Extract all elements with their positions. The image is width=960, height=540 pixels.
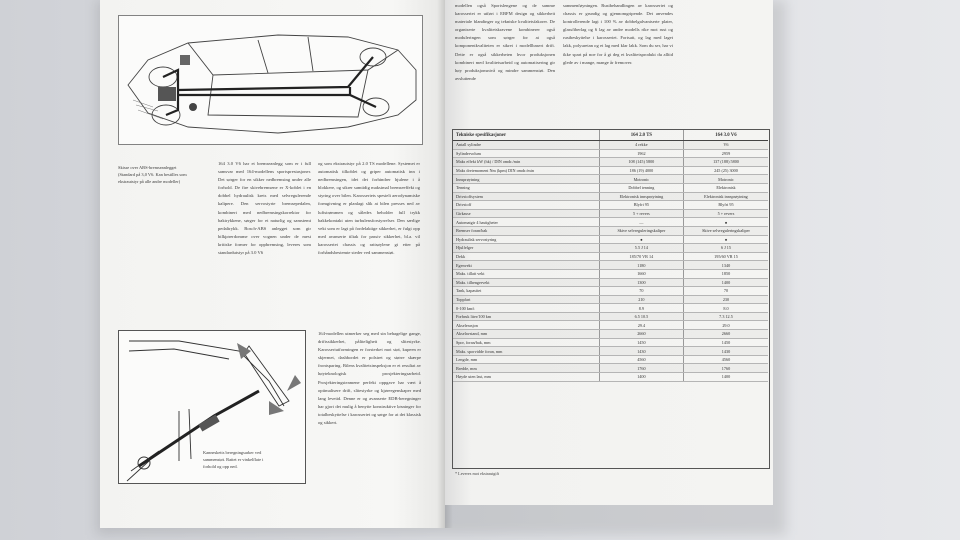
spec-row xyxy=(453,201,768,210)
spec-row-label: 0-100 km/t xyxy=(453,304,599,313)
spec-row-label: Maks. tilhengervekt xyxy=(453,278,599,287)
spec-column-2: 164 3.0 V6 xyxy=(683,130,768,141)
spec-row-value-1: 5 + revers xyxy=(599,209,683,218)
spec-row-label: Drivstoffsystem xyxy=(453,192,599,201)
spec-row xyxy=(453,149,768,158)
spec-row xyxy=(453,166,768,175)
spec-row xyxy=(453,373,768,382)
left-column-a: 164 3.0 V6 har et bremseanlegg som er i full samsvar med 164-modellens sportsprestasjoner. Det sørger for en sikker nedbremsing under alle forhold. De fire skivebremsene er X-koblet i en dobbel hydraulisk krets med selvregulerende kalipere. Den servostyrte bremsepedalen, kombinert med nedbremsingskorrektor for baktrykkene, sørger for et naturlig og samstemt pedaltrykk. Bosch-ABS anlegget som gir bilkjørerdomme over vognen under de mest kritiske former for oppbremsing, leveres som standardutstyr på 3.0 V6 xyxy=(218,161,311,256)
spec-row xyxy=(453,141,768,150)
spec-row-value-2: 2660 xyxy=(683,330,768,339)
spec-row-value-1: — xyxy=(599,218,683,227)
spec-row-value-2: 1760 xyxy=(683,364,768,373)
spec-row-label: Høyde uten last, mm xyxy=(453,373,599,382)
spec-row-label: Girkasse xyxy=(453,209,599,218)
spec-row xyxy=(453,175,768,184)
spec-row-value-2: 230 xyxy=(683,295,768,304)
spec-row-value-1: Motronic xyxy=(599,175,683,184)
spec-row-label: Automatgir 4 hastigheter xyxy=(453,218,599,227)
spec-row-value-2: Motronic xyxy=(683,175,768,184)
spec-row-value-2: 29.0 xyxy=(683,321,768,330)
spec-row xyxy=(453,226,768,235)
right-column-a: modellen også Sportslengene og de samme karosseriet er utført i EBFM design og sikkerheit materiale blandinger og tekniske kvalitetsfakorer. De organiserte kvalitetskravene kombinerer også moduleringen som sørger for at også komponentkvaliteten er sikret i modellbasert drift. Dette er også sikkerheten hvor produksjonen kombinert med kvalitetsarbeid og automatisering gir høy produksjonsnivå og mindre sammenstøt. Den avsluttende xyxy=(455,3,555,81)
spec-header-row xyxy=(453,130,768,141)
spec-row-value-2: 1450 xyxy=(683,338,768,347)
spec-row-value-1: 5.5 J 14 xyxy=(599,244,683,253)
spec-row-value-1: 185/70 VR 14 xyxy=(599,252,683,261)
spec-row-value-1: 6.5 10.5 xyxy=(599,312,683,321)
spec-row xyxy=(453,278,768,287)
spec-row-value-2: 1430 xyxy=(683,347,768,356)
left-column-c: 164-modellen utmerker seg med sin behagelige gange, driftssikkerhet, påliteligheit og slitestyrke. Karosseriutformingen er forsterket mot støt, kupeen er skjermet, dashbordet er polstret og større skærpe frontsparing. Bilens kvalitetsinspeksjon er et resultat av høyteknologisk prosjekteringsarbeid. Prosjekteringsteamene perfekt oppgave har vært å optimalisere drift, slitestyrke og kjøreegenskaper med lang levetid. Denne er og avanserte EDB-beregninger har gjort det mulig å benytte konstruktive løsninger for totalbeskyttelse i karosseriet og sørge for at det klassisk og sikkert. xyxy=(318,331,421,426)
spec-row xyxy=(453,252,768,261)
spec-row-label: Hjulfelger xyxy=(453,244,599,253)
spec-row-label: Bredde, mm xyxy=(453,364,599,373)
spec-row-value-1: 2660 xyxy=(599,330,683,339)
spec-row xyxy=(453,209,768,218)
spec-row-value-2: ● xyxy=(683,218,768,227)
spec-row-value-2: Elektronisk innsprøytning xyxy=(683,192,768,201)
spec-row-label: Maks dreiemoment Nm (kpm) DIN omdr./min xyxy=(453,166,599,175)
spec-row-value-1: 8.9 xyxy=(599,304,683,313)
spec-row-value-1: 4 rekke xyxy=(599,141,683,150)
spec-row-value-2: 6 J 15 xyxy=(683,244,768,253)
spec-row-label: Drivstoff xyxy=(453,201,599,210)
spec-row-value-1: 1400 xyxy=(599,373,683,382)
spec-row xyxy=(453,261,768,270)
spec-row-value-2: ● xyxy=(683,235,768,244)
right-column-b: sammenføyningen. Rustbehandlingen av karosseriet og chassis er grundig og gjennomgripende. Det anvendes kontrollerende lagt i 100 % av dobbelgalvaniserte plater, glassfiberlag og 6 lag av andre modells rike mot rust og rustbeskyttelse i karosseriet. Fortsatt, og lag med laget lakk, polyuretan og et lag med klar lakk. Som du ser, har vi ikke spart på noe for å gi deg et kvalitetsprodukt du alltid glede av i mange, mange år fremover. xyxy=(563,3,673,65)
spec-row-label: Innsprøytning xyxy=(453,175,599,184)
spec-row-label: Dekk xyxy=(453,252,599,261)
spec-row-label: Maks effekt kW (hk) / DIN omdr./min xyxy=(453,158,599,167)
spec-row-value-1: 108 (145) 5800 xyxy=(599,158,683,167)
spec-row-label: Sylindervolum xyxy=(453,149,599,158)
spec-row-label: Tenning xyxy=(453,183,599,192)
spec-row-value-1: 1430 xyxy=(599,347,683,356)
spec-row xyxy=(453,192,768,201)
left-column-b: og som ekstrautstyr på 2.0 TS modellene. Systemet er automatisk tilkoblet og griper automatisk inn i nedbremsingen, idet det forhindrer hjulene i å blokkere, og sikrer samtidig maksimal bremseeffekt og styring over bilen. Karosseriets spesielt aerodynamiske formgivning er planlagt slik at bilen presses ned av luftstrømmen og således beholder full trykk bakkekontakt uten turbulensforstyrrelser. Den særlige vekt som er lagt på fordelaktige sikkerhet, er fulgt opp med avanserte tiltak for passiv sikkerhet, bl.a. vil karosseriet chassis og rattsøylene gi etter på forhåndsbestemte steder ved sammenstøt. xyxy=(318,161,420,256)
spec-row-label: Hydraulisk servostyring xyxy=(453,235,599,244)
spec-table xyxy=(453,130,768,382)
spec-row xyxy=(453,269,768,278)
spec-row-label: Maks. sporvidde foran, mm xyxy=(453,347,599,356)
spec-row-label: Spor, foran/bak, mm xyxy=(453,338,599,347)
spec-row-value-2: 70 xyxy=(683,287,768,296)
spec-title: Tekniske spesifikasjoner xyxy=(453,130,599,141)
spec-row-value-2: 1850 xyxy=(683,269,768,278)
spec-row-value-1: Blyfri 95 xyxy=(599,201,683,210)
spec-row xyxy=(453,355,768,364)
spec-row-value-1: 70 xyxy=(599,287,683,296)
spec-row-value-2: 1400 xyxy=(683,373,768,382)
spec-row-value-1: 1962 xyxy=(599,149,683,158)
spec-row-value-1: 210 xyxy=(599,295,683,304)
car-brake-system-drawing xyxy=(118,15,423,145)
spec-row-label: Maks. tillatt vekt xyxy=(453,269,599,278)
spec-row-value-2: 8.0 xyxy=(683,304,768,313)
spec-row-value-2: 195/60 VR 15 xyxy=(683,252,768,261)
spec-row-value-1: 1180 xyxy=(599,261,683,270)
spec-row xyxy=(453,330,768,339)
spec-row-value-2: 137 (188) 5800 xyxy=(683,158,768,167)
spec-row-label: Tank, kapasitet xyxy=(453,287,599,296)
spec-row xyxy=(453,364,768,373)
spec-column-1: 164 2.0 TS xyxy=(599,130,683,141)
spec-row-label: Bremser foran/bak xyxy=(453,226,599,235)
spec-row xyxy=(453,183,768,192)
spec-row-value-2: 245 (25) 3000 xyxy=(683,166,768,175)
spec-row-label: Toppfart xyxy=(453,295,599,304)
spec-row-value-2: 4560 xyxy=(683,355,768,364)
spec-row-value-1: 29.4 xyxy=(599,321,683,330)
spec-row-value-1: 1300 xyxy=(599,278,683,287)
spec-row xyxy=(453,312,768,321)
spec-footnote: * Leveres mot ekstrautgift xyxy=(455,471,500,476)
spec-row-value-2: V6 xyxy=(683,141,768,150)
steering-column-figure xyxy=(118,330,306,484)
spec-row xyxy=(453,347,768,356)
spec-row-value-1: Elektronisk innsprøytning xyxy=(599,192,683,201)
spec-row xyxy=(453,287,768,296)
figure-bottom-caption: Kannesketts beregningsarker ved sammenstøt. Rattet er vinkelflate i forhold og opp ned. xyxy=(203,450,264,470)
spec-row-label: Lengde, mm xyxy=(453,355,599,364)
spec-row-label: Egenvekt xyxy=(453,261,599,270)
spec-row-value-2: 2959 xyxy=(683,149,768,158)
spec-row-value-2: 5 + revers xyxy=(683,209,768,218)
spec-row-value-2: 1340 xyxy=(683,261,768,270)
spec-row-value-1: Dobbel tenning xyxy=(599,183,683,192)
spec-row-value-2: 1400 xyxy=(683,278,768,287)
spec-row-label: Akselavstand, mm xyxy=(453,330,599,339)
spec-row-value-1: 186 (19) 4000 xyxy=(599,166,683,175)
spec-row xyxy=(453,244,768,253)
spec-row xyxy=(453,235,768,244)
spec-row-value-2: Elektronisk xyxy=(683,183,768,192)
spec-row-label: Antall sylindre xyxy=(453,141,599,150)
spec-row xyxy=(453,338,768,347)
spec-row-value-1: Skive selvreguleringskaliper xyxy=(599,226,683,235)
spec-row-value-2: 7.3 12.5 xyxy=(683,312,768,321)
spec-row-value-1: 4560 xyxy=(599,355,683,364)
spec-row xyxy=(453,304,768,313)
spec-row-label: Akselerasjon xyxy=(453,321,599,330)
spec-row-value-1: ● xyxy=(599,235,683,244)
spec-row xyxy=(453,158,768,167)
spec-row xyxy=(453,295,768,304)
spec-row xyxy=(453,218,768,227)
spec-row-value-1: 1660 xyxy=(599,269,683,278)
spec-row-value-2: Skive selvreguleringskaliper xyxy=(683,226,768,235)
spec-row xyxy=(453,321,768,330)
spec-row-value-2: Blyfri 95 xyxy=(683,201,768,210)
spec-row-label: Forbruk liter/100 km xyxy=(453,312,599,321)
spec-row-value-1: 1760 xyxy=(599,364,683,373)
figure-top-caption: Skisse over ABS-bremseanlegget (Standard på 3,0 V6. Kan bestilles som ekstrautstyr på alle andre modeller) xyxy=(118,165,187,185)
spec-row-value-1: 1450 xyxy=(599,338,683,347)
